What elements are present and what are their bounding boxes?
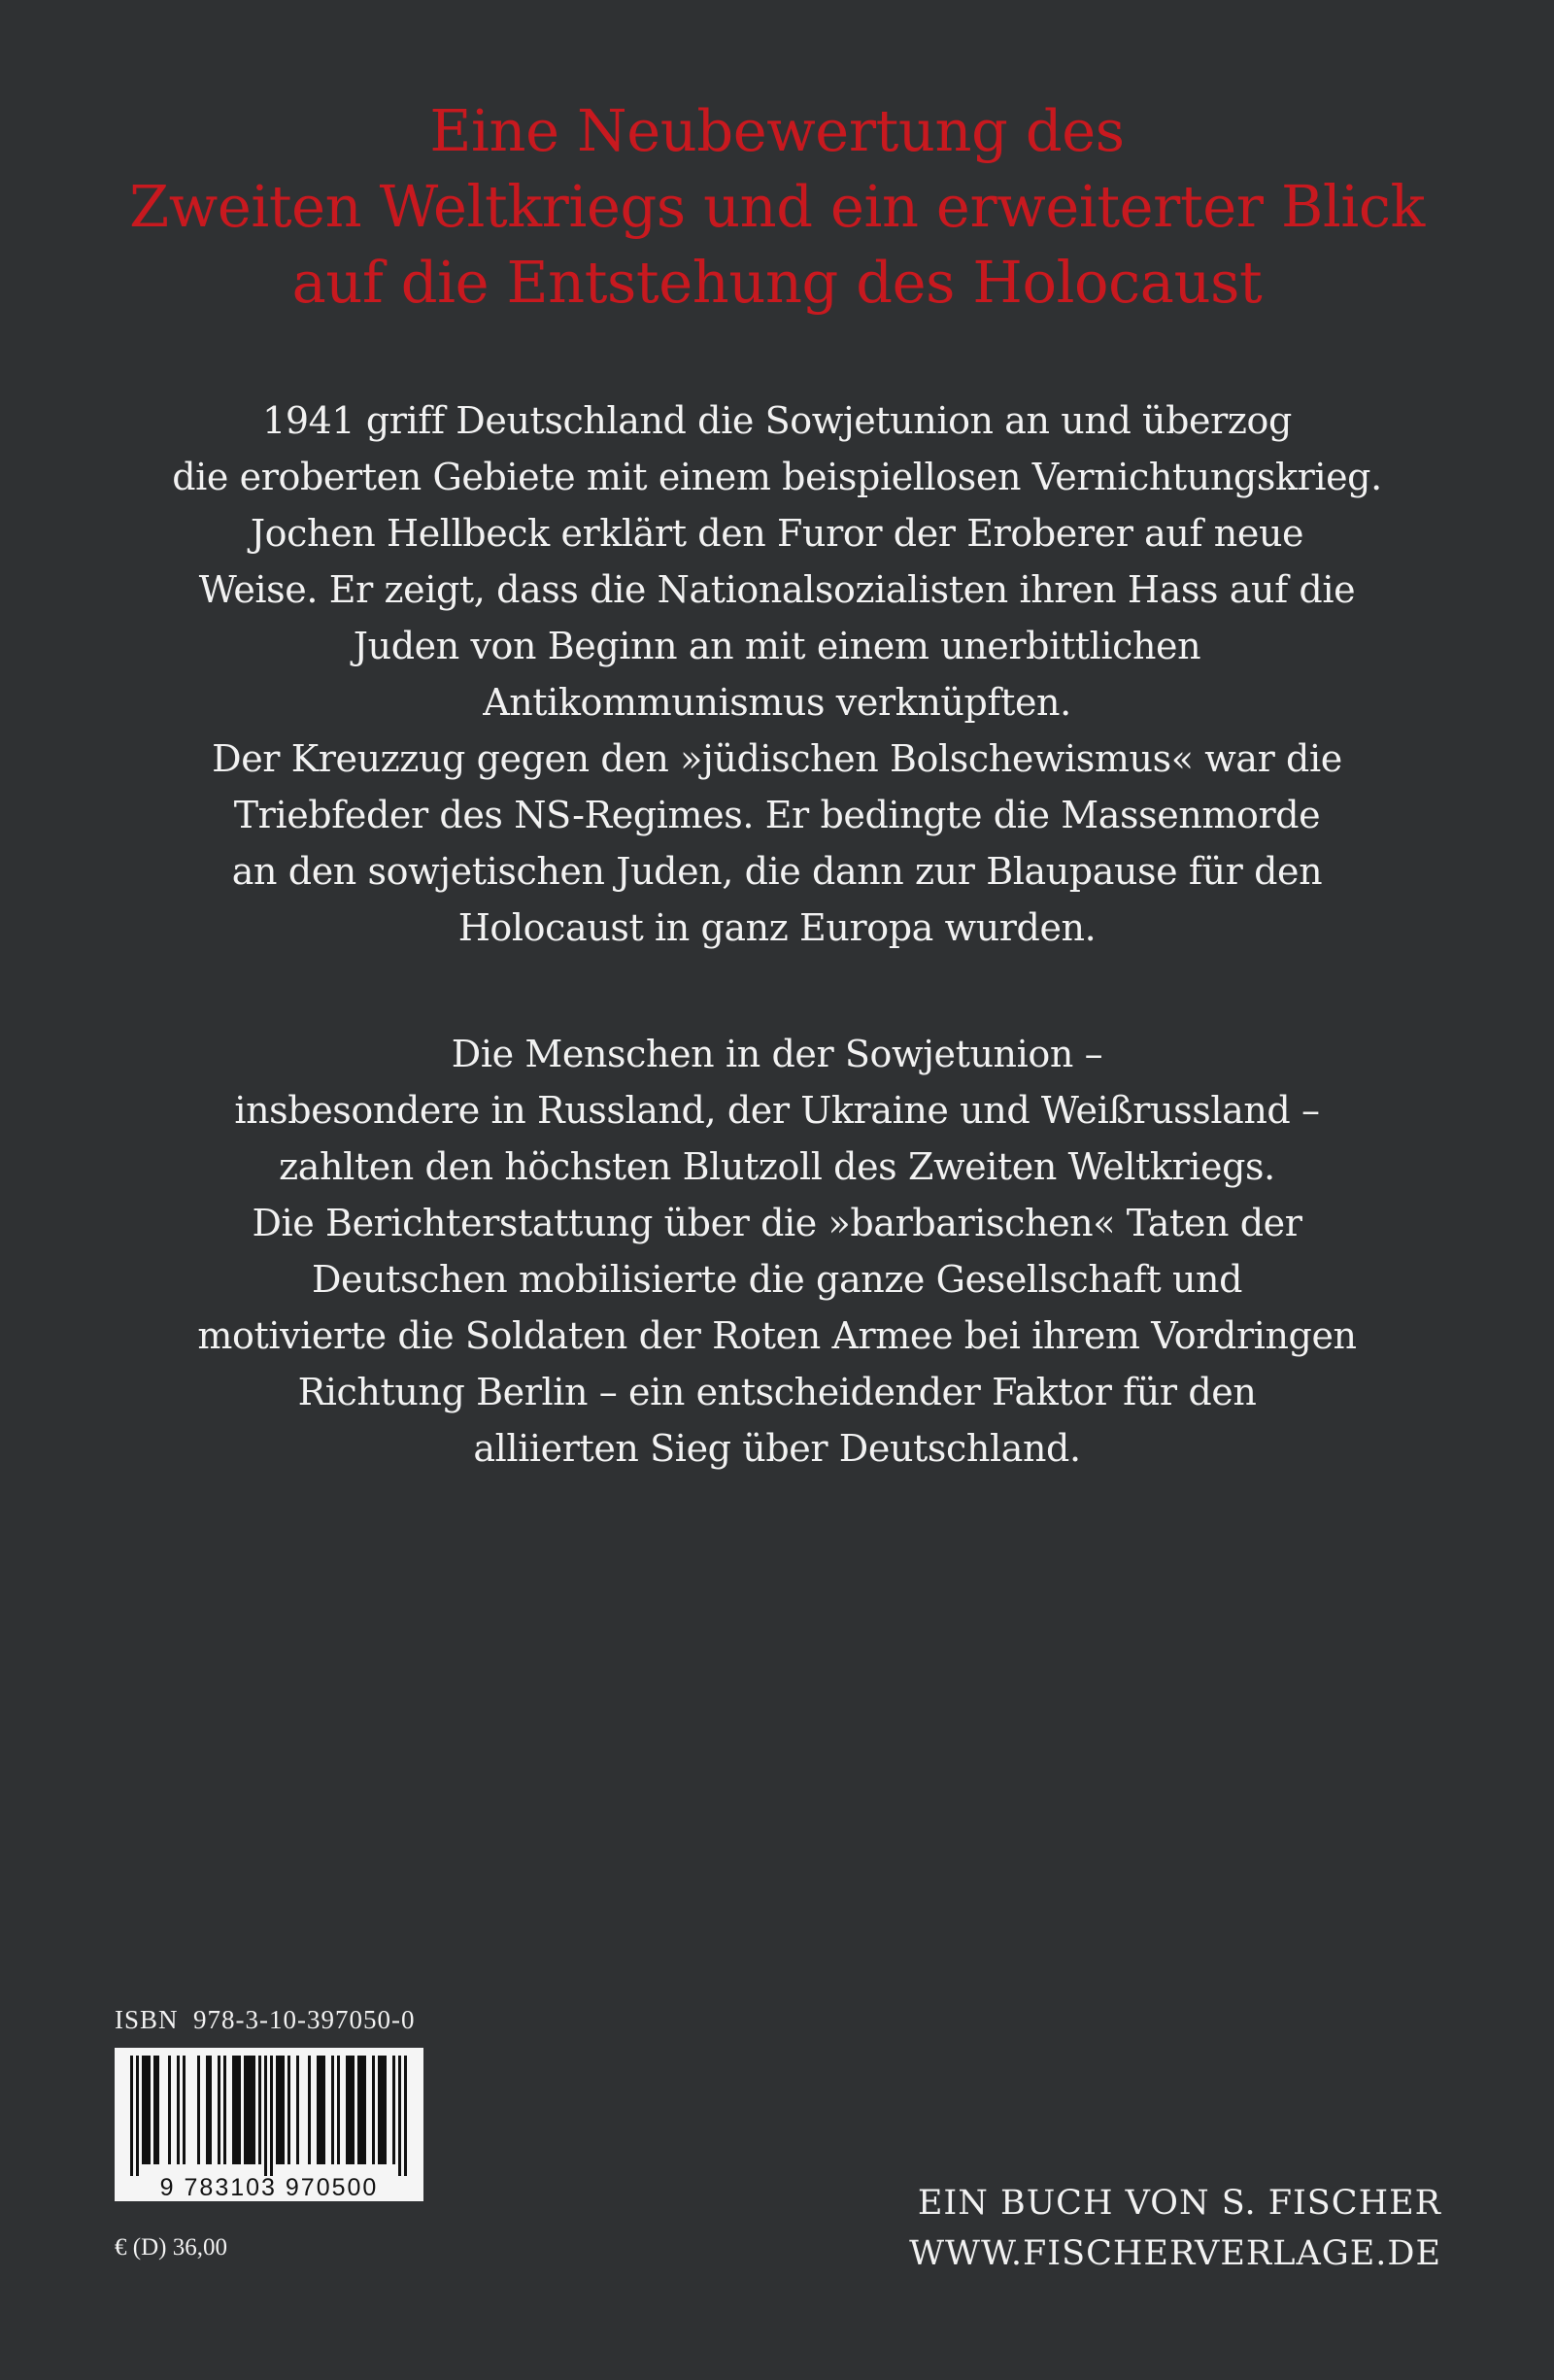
blurb-line: 1941 griff Deutschland die Sowjetunion an und überzog: [262, 399, 1292, 442]
blurb-line: Holocaust in ganz Europa wurden.: [457, 906, 1097, 949]
barcode-bar: [279, 2056, 282, 2164]
blurb-paragraph-2: [0, 1026, 1554, 1477]
blurb-line: die eroberten Gebiete mit einem beispiellosen Vernichtungskrieg.: [172, 456, 1382, 498]
barcode-bar: [209, 2056, 212, 2164]
blurb-line: alliierten Sieg über Deutschland.: [473, 1427, 1081, 1470]
barcode-bar: [320, 2056, 322, 2164]
isbn-number: 978-3-10-397050-0: [193, 2005, 416, 2034]
barcode-bar: [247, 2056, 250, 2164]
barcode-bar: [381, 2056, 384, 2164]
blurb-line: insbesondere in Russland, der Ukraine und Weißrussland –: [234, 1089, 1320, 1132]
headline: [0, 93, 1554, 321]
isbn-label: ISBN: [115, 2005, 179, 2034]
blurb-line: zahlten den höchsten Blutzoll des Zweiten Weltkriegs.: [279, 1145, 1275, 1188]
barcode-bar: [372, 2056, 375, 2164]
barcode-bar: [276, 2056, 279, 2164]
barcode-bar: [218, 2056, 220, 2164]
barcode-bar: [145, 2056, 148, 2164]
blurb-line: Triebfeder des NS-Regimes. Er bedingte die Massenmorde: [233, 794, 1321, 836]
blurb-line: Deutschen mobilisierte die ganze Gesellschaft und: [311, 1258, 1243, 1301]
headline-line: Eine Neubewertung des: [429, 97, 1125, 164]
blurb-line: Weise. Er zeigt, dass die Nationalsozialisten ihren Hass auf die: [198, 568, 1356, 611]
blurb-line: Jochen Hellbeck erklärt den Furor der Eroberer auf neue: [250, 512, 1304, 555]
barcode-bar: [357, 2056, 360, 2164]
barcode-bar: [238, 2056, 241, 2164]
barcode-bar: [331, 2056, 334, 2164]
publisher-info: [909, 2178, 1441, 2279]
barcode-bar: [235, 2056, 238, 2164]
barcode-bar: [392, 2056, 395, 2164]
publisher-website: WWW.FISCHERVERLAGE.DE: [909, 2234, 1441, 2273]
blurb-line: Juden von Beginn an mit einem unerbittlichen: [353, 625, 1201, 667]
barcode-bar: [148, 2056, 151, 2164]
blurb-line: an den sowjetischen Juden, die dann zur Blaupause für den: [231, 850, 1323, 893]
headline-line: Zweiten Weltkriegs und ein erweiterter Blick: [129, 173, 1425, 240]
blurb-line: Die Menschen in der Sowjetunion –: [451, 1033, 1103, 1075]
barcode-bar: [287, 2056, 290, 2164]
blurb-line: Die Berichterstattung über die »barbarischen« Taten der: [252, 1202, 1302, 1244]
barcode-bar: [232, 2056, 235, 2164]
isbn-text: [115, 2005, 415, 2035]
blurb-line: Richtung Berlin – ein entscheidender Faktor für den: [297, 1371, 1257, 1413]
barcode-bar: [349, 2056, 352, 2164]
barcode-bar: [317, 2056, 320, 2164]
barcode-bar: [153, 2056, 156, 2164]
barcode-bar: [363, 2056, 366, 2164]
barcode-bar: [384, 2056, 387, 2164]
barcode-bar: [322, 2056, 325, 2164]
barcode-bar: [398, 2056, 401, 2176]
barcode-digits: 9 783103 970500: [159, 2174, 379, 2201]
barcode-bar: [223, 2056, 226, 2164]
barcode-bar: [352, 2056, 355, 2164]
blurb-paragraph-1: [0, 392, 1554, 956]
publisher-line: EIN BUCH VON S. FISCHER: [917, 2184, 1441, 2223]
barcode-bar: [270, 2056, 273, 2176]
barcode-bar: [404, 2056, 407, 2176]
barcode-bar: [378, 2056, 381, 2164]
barcode-bar: [168, 2056, 171, 2164]
blurb-line: Der Kreuzzug gegen den »jüdischen Bolschewismus« war die: [212, 737, 1342, 780]
barcode-bar: [142, 2056, 145, 2164]
barcode-bar: [360, 2056, 363, 2164]
barcode-bar: [346, 2056, 349, 2164]
barcode-bar: [183, 2056, 186, 2164]
barcode-bar: [250, 2056, 253, 2164]
barcode-bar: [308, 2056, 311, 2164]
barcode-bar: [197, 2056, 200, 2164]
barcode-bar: [253, 2056, 255, 2164]
headline-line: auf die Entstehung des Holocaust: [291, 249, 1263, 316]
barcode-bar: [177, 2056, 180, 2164]
barcode-bar: [244, 2056, 247, 2164]
barcode-bar: [264, 2056, 267, 2176]
barcode-bar: [296, 2056, 299, 2164]
barcode-bar: [206, 2056, 209, 2164]
blurb-line: motivierte die Soldaten der Roten Armee bei ihrem Vordringen: [197, 1314, 1357, 1357]
barcode-bar: [258, 2056, 261, 2164]
barcode-bar: [156, 2056, 159, 2164]
barcode-bar: [136, 2056, 139, 2176]
blurb-line: Antikommunismus verknüpften.: [483, 681, 1071, 724]
barcode-bar: [282, 2056, 285, 2164]
barcode-bar: [337, 2056, 340, 2164]
barcode-bar: [130, 2056, 133, 2176]
price: € (D) 36,00: [115, 2234, 227, 2261]
